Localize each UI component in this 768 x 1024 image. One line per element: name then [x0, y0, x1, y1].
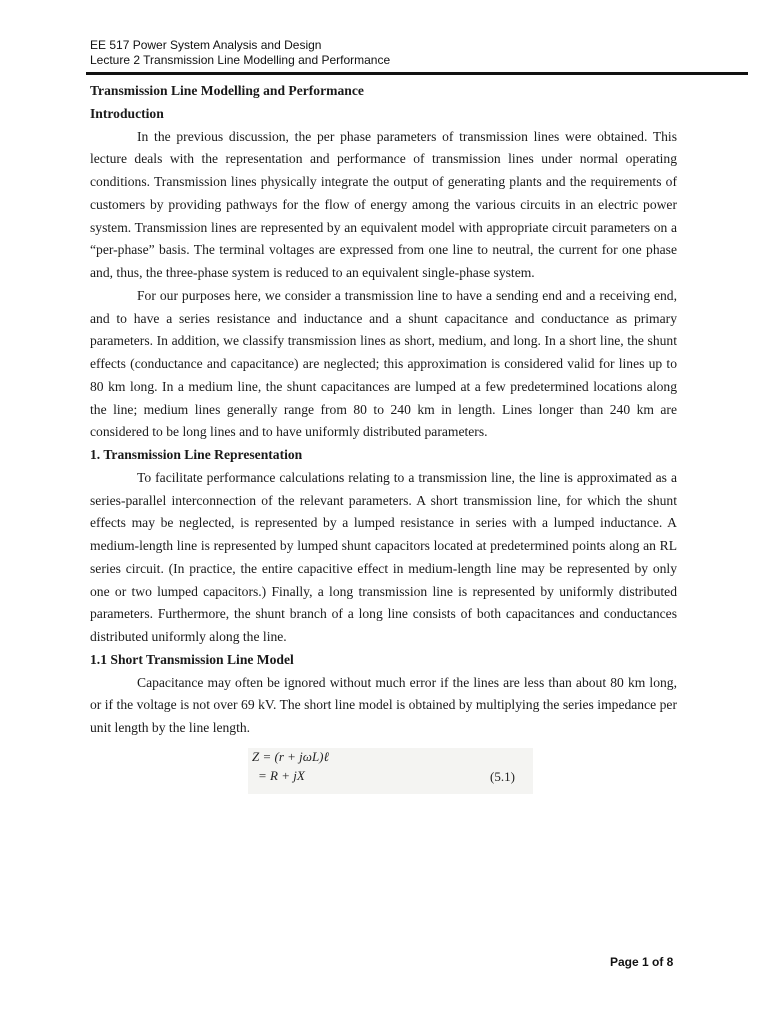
- equation-line-2: [252, 767, 305, 785]
- introduction-heading: Introduction: [90, 105, 164, 121]
- document-body: [90, 80, 677, 790]
- introduction-paragraph-1: In the previous discussion, the per phase parameters of transmission lines were obtained. This lecture deals with the representation and performance of transmission lines under normal operating conditions. Transmission lines physically integrate the output of generating plants and the requirements of customers by providing pathways for the flow of energy among the various circuits in an electric power system. Transmission lines are represented by an equivalent model with appropriate circuit parameters on a “per-phase” basis. The terminal voltages are expressed from one line to neutral, the current for one phase and, thus, the three-phase system is reduced to an equivalent single-phase system.: [90, 128, 677, 280]
- equation-5-1: [90, 742, 677, 790]
- section-1-1-paragraph: Capacitance may often be ignored without much error if the lines are less than about 80 km long, or if the voltage is not over 69 kV. The short line model is obtained by multiplying the series impedance per unit length by the line length.: [90, 674, 677, 735]
- document-title: Transmission Line Modelling and Performance: [90, 83, 364, 98]
- equation-line-2-text: = R + jX: [258, 767, 305, 783]
- section-1-heading: 1. Transmission Line Representation: [90, 447, 303, 462]
- page-header: [90, 38, 690, 68]
- header-divider: [86, 72, 748, 75]
- page-number: Page 1 of 8: [610, 955, 674, 969]
- section-1-1-heading: 1.1 Short Transmission Line Model: [90, 651, 294, 667]
- section-1-paragraph: To facilitate performance calculations relating to a transmission line, the line is approximated as a series-parallel interconnection of the relevant parameters. A short transmission line, for which the shunt effects may be neglected, is represented by a lumped resistance in series with a lumped inductance. A medium-length line is represented by lumped shunt capacitors located at predetermined points along an RL series circuit. (In practice, the entire capacitive effect in medium-length line may be represented by only one or two lumped capacitors.) Finally, a long transmission line is represented by uniformly distributed parameters. Furthermore, the shunt branch of a long line consists of both capacitances and conductances distributed uniformly along the line.: [90, 469, 677, 644]
- course-title: EE 517 Power System Analysis and Design: [90, 38, 322, 52]
- equation-line-1: Z = (r + jωL)ℓ: [252, 748, 329, 764]
- equation-number: (5.1): [490, 768, 515, 784]
- lecture-title: Lecture 2 Transmission Line Modelling and Performance: [90, 53, 391, 67]
- introduction-paragraph-2: For our purposes here, we consider a transmission line to have a sending end and a receiving end, and to have a series resistance and inductance and a shunt capacitance and conductance as primary parameters. In addition, we classify transmission lines as short, medium, and long. In a short line, the shunt effects (conductance and capacitance) are neglected; this approximation is considered valid for lines up to 80 km long. In a medium line, the shunt capacitances are lumped at a few predetermined locations along the line; medium lines generally range from 80 to 240 km in length. Lines longer than 240 km are considered to be long lines and to have uniformly distributed parameters.: [90, 287, 677, 440]
